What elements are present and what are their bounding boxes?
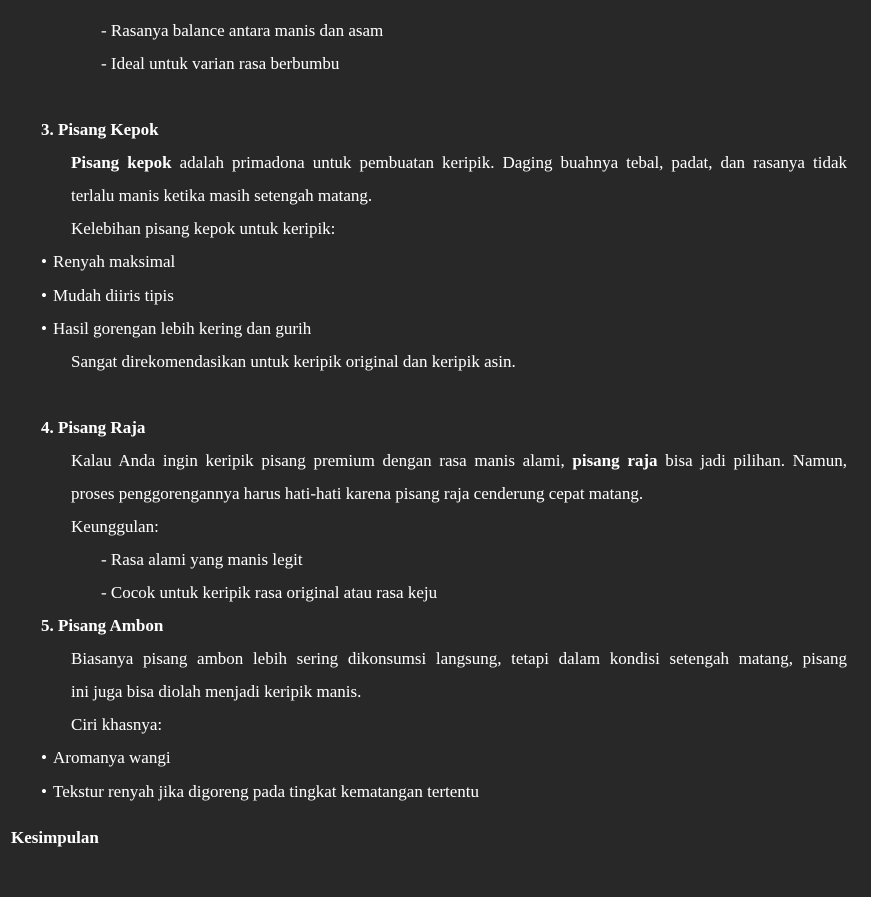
section5-traits-label: Ciri khasnya:: [71, 715, 163, 734]
bullet-text: Tekstur renyah jika digoreng pada tingkat kematangan tertentu: [53, 782, 480, 801]
section3-bullet-3: [41, 318, 311, 340]
bullet-icon: •: [41, 286, 47, 305]
bullet-icon: •: [41, 748, 47, 767]
section2-item-2: - Ideal untuk varian rasa berbumbu: [101, 54, 340, 73]
section4-item-1: - Rasa alami yang manis legit: [101, 550, 303, 569]
section3-recommendation: Sangat direkomendasikan untuk keripik original dan keripik asin.: [71, 352, 516, 371]
section3-advantages-label: Kelebihan pisang kepok untuk keripik:: [71, 219, 336, 238]
section3-intro-bold: Pisang kepok: [71, 153, 172, 172]
bullet-text: Aromanya wangi: [53, 748, 171, 767]
section4-line2: proses penggorengannya harus hati-hati karena pisang raja cenderung cepat matang.: [71, 484, 644, 503]
section3-intro-rest: adalah primadona untuk pembuatan keripik. Daging buahnya tebal, padat, dan rasanya tidak: [171, 153, 847, 172]
section3-heading: 3. Pisang Kepok: [41, 120, 159, 139]
section5-bullet-2: [41, 781, 479, 803]
bullet-icon: •: [41, 252, 47, 271]
section4-heading: 4. Pisang Raja: [41, 418, 146, 437]
section5-bullet-1: [41, 747, 171, 769]
bullet-icon: •: [41, 782, 47, 801]
section2-item-1: - Rasanya balance antara manis dan asam: [101, 21, 384, 40]
conclusion-heading: Kesimpulan: [11, 828, 99, 847]
section5-heading: 5. Pisang Ambon: [41, 616, 164, 635]
section4-line1-after: bisa jadi pilihan. Namun,: [657, 451, 847, 470]
section3-intro-line2: terlalu manis ketika masih setengah matang.: [71, 186, 373, 205]
bullet-icon: •: [41, 319, 47, 338]
bullet-text: Mudah diiris tipis: [53, 286, 174, 305]
section4-item-2: - Cocok untuk keripik rasa original atau rasa keju: [101, 583, 438, 602]
section3-bullet-1: [41, 251, 175, 273]
bullet-text: Renyah maksimal: [53, 252, 176, 271]
section4-line1: [71, 450, 847, 472]
section4-advantages-label: Keunggulan:: [71, 517, 159, 536]
section3-bullet-2: [41, 285, 174, 307]
bullet-text: Hasil gorengan lebih kering dan gurih: [53, 319, 312, 338]
section5-line1: Biasanya pisang ambon lebih sering dikonsumsi langsung, tetapi dalam kondisi setengah matang, pisang: [71, 649, 847, 668]
section4-line1-bold: pisang raja: [572, 451, 658, 470]
section3-intro-line1: [71, 152, 847, 174]
section4-line1-before: Kalau Anda ingin keripik pisang premium dengan rasa manis alami,: [71, 451, 573, 470]
section5-line2: ini juga bisa diolah menjadi keripik manis.: [71, 682, 362, 701]
